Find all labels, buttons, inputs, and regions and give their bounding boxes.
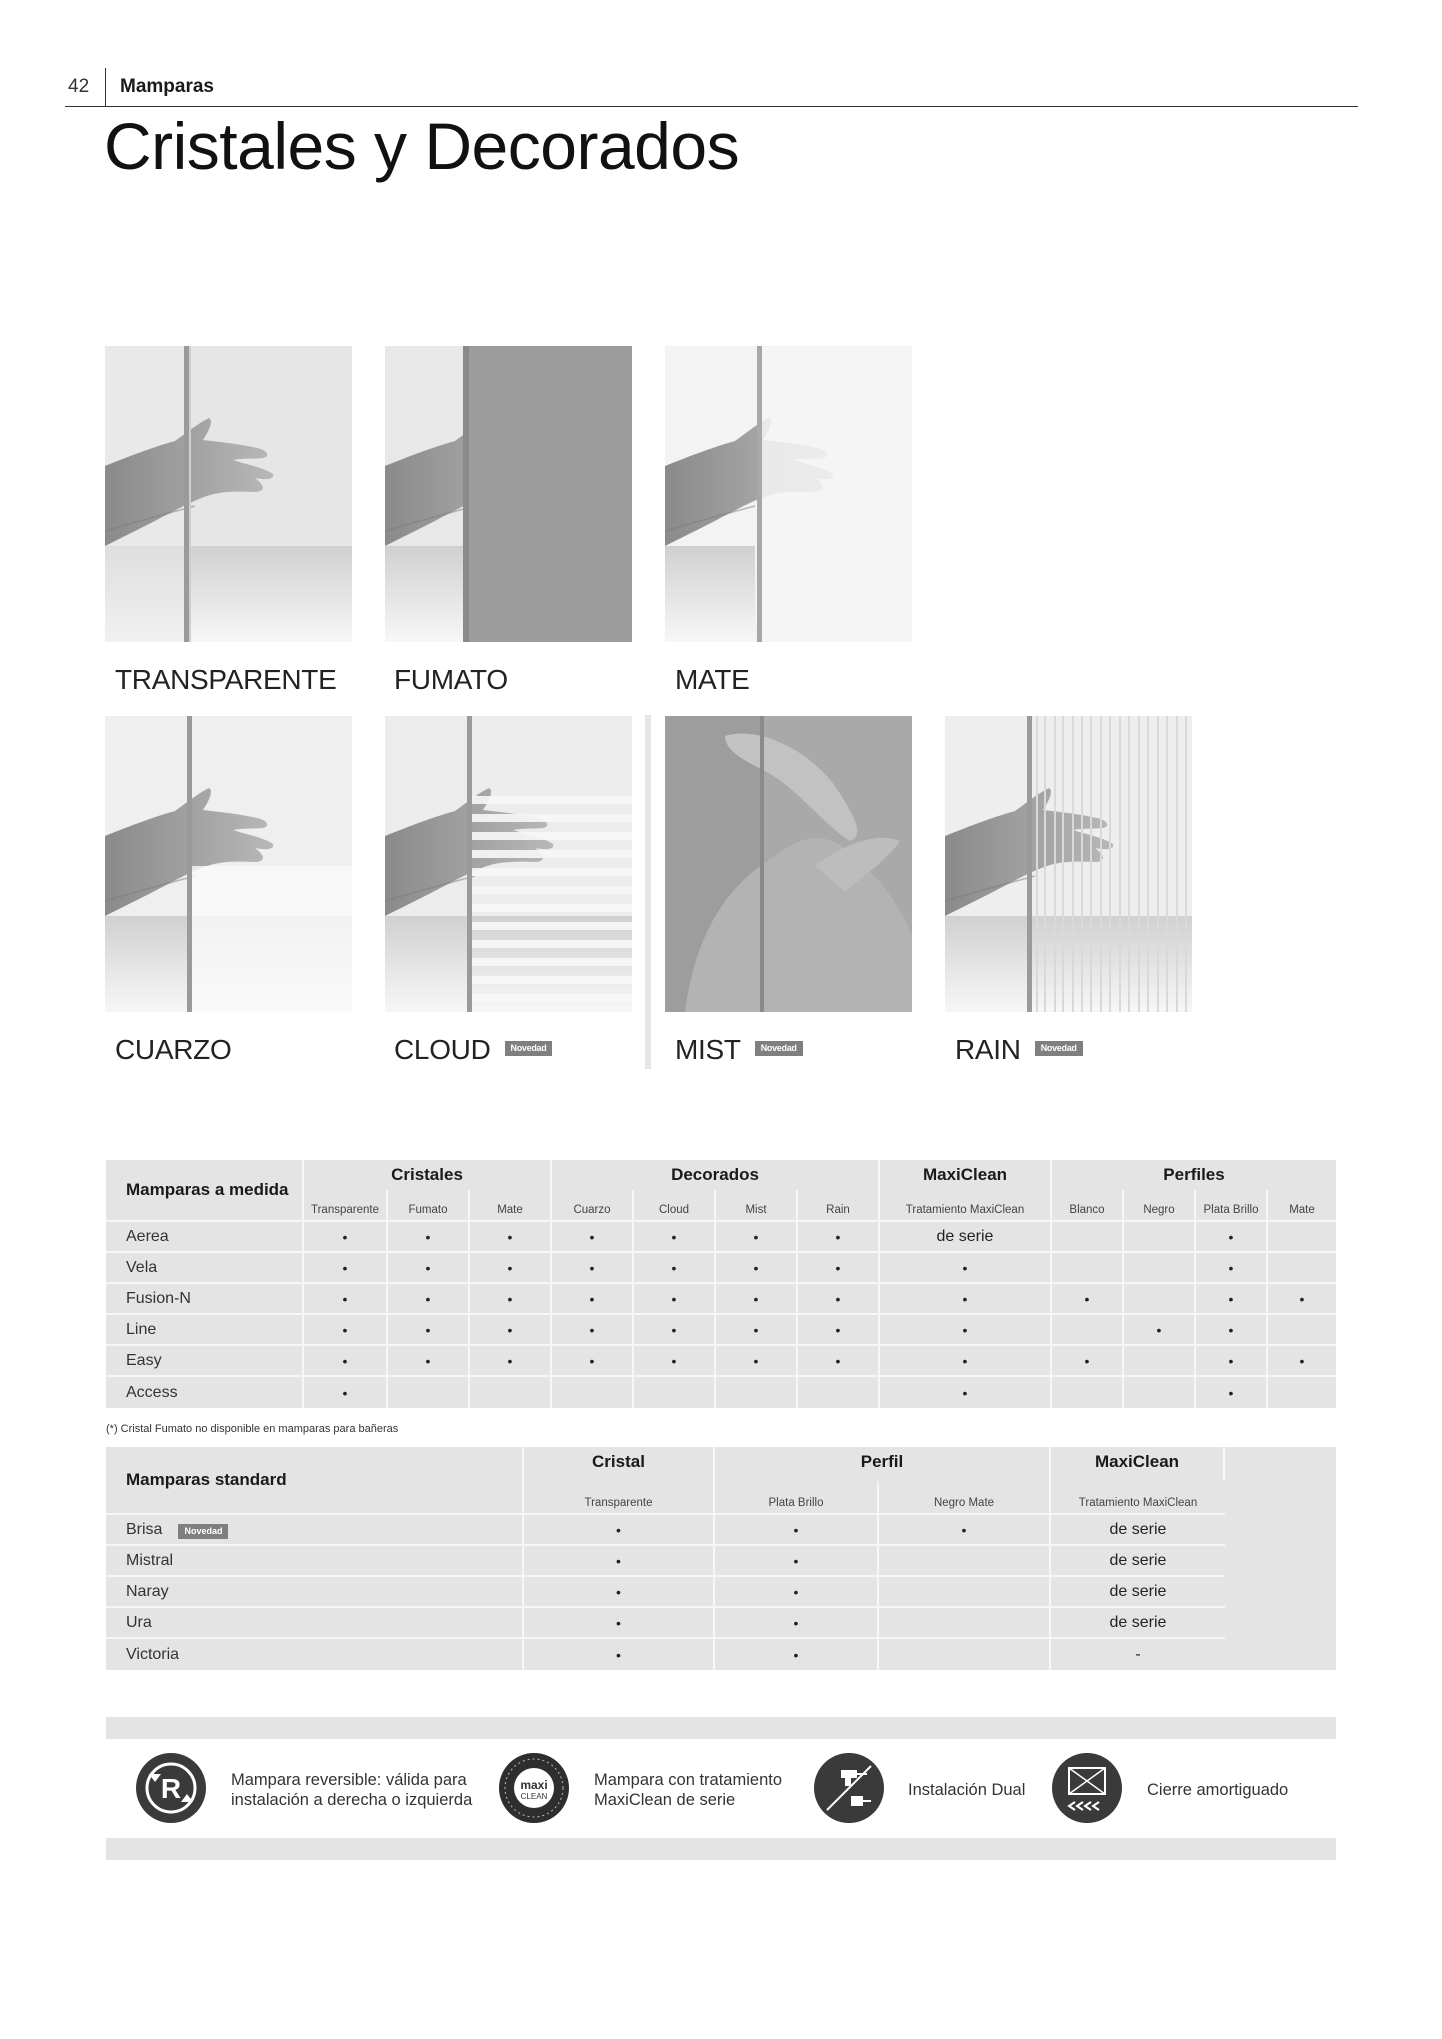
table-cell: • [524, 1639, 715, 1670]
table-cell: de serie [1051, 1515, 1225, 1546]
table-row [106, 1608, 1336, 1639]
table-cell: • [470, 1346, 552, 1377]
row-name: Line [106, 1315, 304, 1346]
table-cell: • [470, 1315, 552, 1346]
table-cell: • [798, 1346, 880, 1377]
table-cell: • [716, 1315, 798, 1346]
table-cell: • [1196, 1315, 1268, 1346]
column-header: Mist [716, 1190, 798, 1222]
soft-close-icon [1051, 1752, 1123, 1824]
table-mamparas-a-medida [106, 1160, 1336, 1408]
table-cell: • [388, 1284, 470, 1315]
table-cell [1052, 1222, 1124, 1253]
column-header: Plata Brillo [715, 1481, 879, 1515]
table-cell [1268, 1315, 1336, 1346]
swatch-transparente [105, 346, 352, 642]
column-header: Plata Brillo [1196, 1190, 1268, 1222]
table-cell [879, 1546, 1051, 1577]
legend-text-soft-close: Cierre amortiguado [1147, 1781, 1289, 1799]
table-row [106, 1315, 1336, 1346]
page-number: 42 [68, 76, 90, 97]
table-cell: • [470, 1222, 552, 1253]
table-cell: • [880, 1377, 1052, 1408]
column-header: Transparente [304, 1190, 388, 1222]
table-cell: • [880, 1346, 1052, 1377]
table-row [106, 1222, 1336, 1253]
group-header: Perfil [715, 1447, 1051, 1481]
novedad-badge: Novedad [505, 1041, 553, 1056]
column-header: Mate [470, 1190, 552, 1222]
novedad-badge: Novedad [755, 1041, 803, 1056]
table-cell: • [634, 1315, 716, 1346]
table-cell: • [715, 1546, 879, 1577]
swatch-label-mate: MATE [675, 664, 750, 695]
table-cell: • [304, 1253, 388, 1284]
table-cell: de serie [1051, 1608, 1225, 1639]
column-header: Blanco [1052, 1190, 1124, 1222]
table-cell [1124, 1284, 1196, 1315]
table-cell: • [552, 1284, 634, 1315]
table-cell: • [1196, 1346, 1268, 1377]
swatch-divider [645, 715, 651, 1069]
table-cell [879, 1577, 1051, 1608]
table-cell: • [798, 1253, 880, 1284]
column-header: Mate [1268, 1190, 1336, 1222]
table-cell [1052, 1253, 1124, 1284]
table-cell: • [552, 1315, 634, 1346]
table-cell: • [798, 1284, 880, 1315]
table-cell: • [470, 1253, 552, 1284]
table-cell: • [880, 1284, 1052, 1315]
table-cell: • [552, 1253, 634, 1284]
table-cell: • [304, 1377, 388, 1408]
table-cell: • [1124, 1315, 1196, 1346]
table-cell: • [304, 1222, 388, 1253]
table-row [106, 1377, 1336, 1408]
table-cell: • [524, 1577, 715, 1608]
table-cell: de serie [880, 1222, 1052, 1253]
page-title: Cristales y Decorados [104, 109, 740, 183]
table-cell [1268, 1377, 1336, 1408]
table-cell: • [304, 1284, 388, 1315]
table-cell: • [470, 1284, 552, 1315]
table-mamparas-standard [106, 1447, 1336, 1670]
table-cell: • [716, 1346, 798, 1377]
swatch-cuarzo [105, 716, 352, 1012]
table-row [106, 1284, 1336, 1315]
swatch-mate [665, 346, 912, 642]
group-header: Cristal [524, 1447, 715, 1481]
table-cell [716, 1377, 798, 1408]
legend-text-reversible: Mampara reversible: válida para instalación a derecha o izquierda [231, 1771, 473, 1809]
reversible-icon [135, 1752, 207, 1824]
group-header: MaxiClean [1051, 1447, 1225, 1481]
table-cell: • [880, 1315, 1052, 1346]
swatch-label-mist: MIST Novedad [675, 1034, 803, 1066]
legend-text-dual: Instalación Dual [908, 1781, 1026, 1799]
row-name: Victoria [106, 1639, 524, 1670]
table-cell: • [552, 1346, 634, 1377]
swatch-label-transparente: TRANSPARENTE [115, 664, 337, 695]
table-cell: • [879, 1515, 1051, 1546]
group-header: Perfiles [1163, 1165, 1225, 1184]
table-cell: • [524, 1608, 715, 1639]
group-header: Decorados [552, 1160, 880, 1190]
table-cell: • [388, 1222, 470, 1253]
table-cell [552, 1377, 634, 1408]
column-header: Negro [1124, 1190, 1196, 1222]
table-cell: • [1196, 1377, 1268, 1408]
table-cell [1124, 1377, 1196, 1408]
table-cell: • [524, 1515, 715, 1546]
table-cell: • [388, 1346, 470, 1377]
row-name: Naray [106, 1577, 524, 1608]
table-cell: • [715, 1608, 879, 1639]
table-cell: • [634, 1284, 716, 1315]
table-cell: • [304, 1315, 388, 1346]
swatch-label-cloud: CLOUD Novedad [394, 1034, 552, 1066]
table-cell: • [715, 1639, 879, 1670]
row-name: Mistral [106, 1546, 524, 1577]
table-cell [798, 1377, 880, 1408]
table-cell: de serie [1051, 1577, 1225, 1608]
column-header: Negro Mate [879, 1481, 1051, 1515]
table-cell: • [716, 1253, 798, 1284]
table-cell: • [1268, 1284, 1336, 1315]
maxiclean-icon [498, 1752, 570, 1824]
table-cell: • [634, 1253, 716, 1284]
row-name: Aerea [106, 1222, 304, 1253]
svg-text:maxi: maxi [520, 1778, 548, 1792]
drill-icon [813, 1752, 885, 1824]
table-cell [879, 1608, 1051, 1639]
column-header: Fumato [388, 1190, 470, 1222]
swatch-cloud [385, 716, 632, 1012]
row-name: Ura [106, 1608, 524, 1639]
column-header: Rain [798, 1190, 880, 1222]
row-name: Access [106, 1377, 304, 1408]
table-cell [1268, 1253, 1336, 1284]
section-title: Mamparas [120, 76, 214, 97]
table-cell: • [1196, 1284, 1268, 1315]
legend-text-maxiclean: Mampara con tratamiento MaxiClean de serie [594, 1771, 783, 1809]
table-row [106, 1515, 1336, 1546]
table-cell: • [716, 1222, 798, 1253]
column-header: Tratamiento MaxiClean [1051, 1481, 1225, 1515]
table-cell [470, 1377, 552, 1408]
legend-band-bottom [106, 1838, 1336, 1860]
table-cell: • [634, 1346, 716, 1377]
table-cell: • [388, 1253, 470, 1284]
table-row [106, 1546, 1336, 1577]
table-cell [1052, 1377, 1124, 1408]
table-cell: • [798, 1222, 880, 1253]
column-header: Transparente [524, 1481, 715, 1515]
group-header: MaxiClean [880, 1160, 1052, 1190]
column-header: Tratamiento MaxiClean [880, 1190, 1052, 1222]
table-cell: • [798, 1315, 880, 1346]
table-empty-column [1225, 1447, 1336, 1515]
swatch-label-cuarzo: CUARZO [115, 1034, 232, 1065]
table-row [106, 1346, 1336, 1377]
table-cell [1124, 1253, 1196, 1284]
swatch-fumato [385, 346, 632, 642]
table-cell: • [1196, 1253, 1268, 1284]
table-cell: de serie [1051, 1546, 1225, 1577]
table-corner-title: Mamparas standard [106, 1447, 524, 1515]
table-cell [1268, 1222, 1336, 1253]
swatch-mist [665, 716, 912, 1012]
table-cell [1124, 1346, 1196, 1377]
legend-band-top [106, 1717, 1336, 1739]
table-cell: • [388, 1315, 470, 1346]
table-cell: • [304, 1346, 388, 1377]
table-corner-title: Mamparas a medida [106, 1160, 304, 1222]
row-name: Brisa Novedad [106, 1515, 524, 1546]
table-cell: • [880, 1253, 1052, 1284]
table-cell: • [715, 1577, 879, 1608]
table-cell: - [1135, 1645, 1141, 1663]
table-cell: • [552, 1222, 634, 1253]
table-footnote: (*) Cristal Fumato no disponible en mamparas para bañeras [106, 1423, 399, 1435]
table-cell: • [716, 1284, 798, 1315]
swatch-label-rain: RAIN Novedad [955, 1034, 1083, 1066]
table-row [106, 1639, 1336, 1670]
column-header: Cuarzo [552, 1190, 634, 1222]
table-cell [879, 1639, 1051, 1670]
header-separator [105, 68, 106, 106]
table-cell: • [634, 1222, 716, 1253]
table-cell [634, 1377, 716, 1408]
header-rule [65, 106, 1358, 107]
svg-text:CLEAN: CLEAN [520, 1792, 548, 1801]
table-cell: • [1052, 1346, 1124, 1377]
svg-text:R: R [160, 1773, 182, 1804]
table-cell: • [1268, 1346, 1336, 1377]
table-cell [1124, 1222, 1196, 1253]
table-cell [1052, 1315, 1124, 1346]
table-row [106, 1577, 1336, 1608]
table-cell: • [1052, 1284, 1124, 1315]
novedad-badge: Novedad [178, 1524, 228, 1539]
table-cell: • [1196, 1222, 1268, 1253]
novedad-badge: Novedad [1035, 1041, 1083, 1056]
row-name: Easy [106, 1346, 304, 1377]
row-name: Fusion-N [106, 1284, 304, 1315]
swatch-rain [945, 716, 1192, 1012]
table-cell: • [715, 1515, 879, 1546]
table-row [106, 1253, 1336, 1284]
group-header: Cristales [304, 1160, 552, 1190]
column-header: Cloud [634, 1190, 716, 1222]
table-cell [388, 1377, 470, 1408]
row-name: Vela [106, 1253, 304, 1284]
swatch-label-fumato: FUMATO [394, 664, 508, 695]
table-cell: • [524, 1546, 715, 1577]
